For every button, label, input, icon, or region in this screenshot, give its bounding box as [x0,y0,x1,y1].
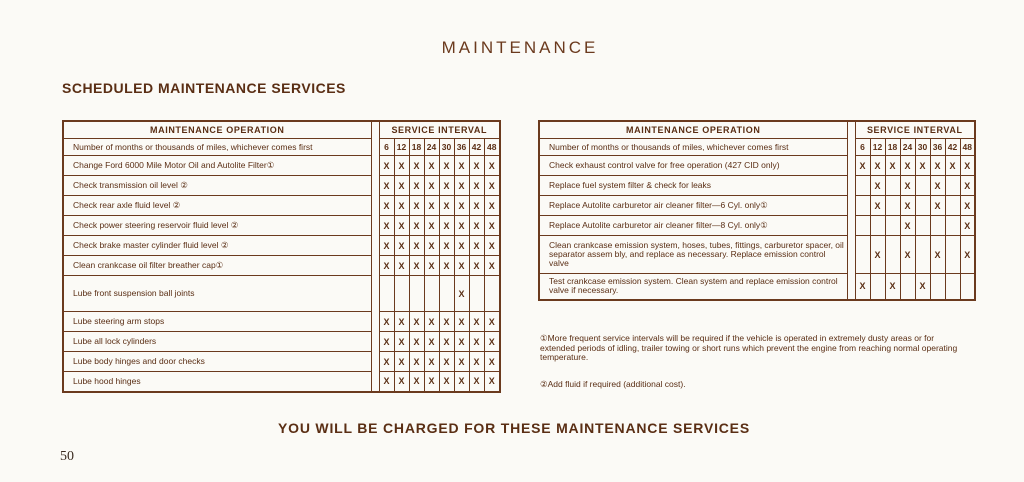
interval-mark: X [379,256,394,276]
interval-mark: X [439,372,454,392]
interval-mark: X [439,256,454,276]
operation-label: Lube front suspension ball joints [63,276,371,312]
interval-mark: X [454,156,469,176]
interval-mark: X [379,372,394,392]
interval-mark: X [454,312,469,332]
interval-value: 30 [439,139,454,156]
interval-mark: X [424,236,439,256]
table-row [63,352,500,372]
interval-value: 30 [915,139,930,156]
interval-mark: X [394,236,409,256]
interval-mark: X [379,216,394,236]
table-row [539,216,975,236]
interval-mark [855,196,870,216]
table-row [63,276,500,312]
interval-mark: X [484,156,500,176]
interval-mark: X [900,176,915,196]
interval-mark: X [409,176,424,196]
operation-label: Replace Autolite carburetor air cleaner filter—8 Cyl. only① [539,216,847,236]
interval-mark [855,176,870,196]
interval-mark: X [454,332,469,352]
interval-mark: X [394,372,409,392]
interval-mark: X [409,332,424,352]
interval-mark: X [930,236,945,274]
interval-mark [915,196,930,216]
interval-value: 48 [960,139,975,156]
interval-mark: X [469,256,484,276]
interval-mark: X [439,332,454,352]
operation-label: Change Ford 6000 Mile Motor Oil and Autolite Filter① [63,156,371,176]
operation-label: Clean crankcase oil filter breather cap① [63,256,371,276]
interval-mark [900,274,915,300]
interval-header: SERVICE INTERVAL [855,121,975,139]
interval-mark: X [870,156,885,176]
interval-mark: X [469,352,484,372]
interval-mark: X [454,196,469,216]
interval-mark [885,236,900,274]
interval-value: 36 [930,139,945,156]
footnote-text: Add fluid if required (additional cost). [547,379,686,389]
table-row [539,176,975,196]
interval-mark [409,276,424,312]
interval-mark: X [885,156,900,176]
section-heading: SCHEDULED MAINTENANCE SERVICES [62,80,346,96]
interval-mark: X [424,216,439,236]
operation-label: Clean crankcase emission system, hoses, tubes, fittings, carburetor spacer, oil separator assem bly, and replace as necessary. Replace emission control valve [539,236,847,274]
interval-mark: X [900,156,915,176]
interval-mark: X [424,196,439,216]
interval-mark: X [484,332,500,352]
interval-mark: X [900,236,915,274]
interval-value: 24 [900,139,915,156]
interval-mark: X [379,236,394,256]
operation-label: Replace fuel system filter & check for leaks [539,176,847,196]
interval-mark [379,276,394,312]
interval-mark: X [885,274,900,300]
interval-mark: X [409,312,424,332]
interval-mark: X [379,176,394,196]
interval-mark: X [469,216,484,236]
interval-value: 6 [855,139,870,156]
interval-mark [870,216,885,236]
interval-value: 12 [394,139,409,156]
interval-mark: X [379,196,394,216]
interval-mark [915,236,930,274]
interval-mark: X [379,352,394,372]
interval-mark: X [484,216,500,236]
interval-mark: X [484,176,500,196]
operation-label: Check exhaust control valve for free operation (427 CID only) [539,156,847,176]
table-row [63,236,500,256]
interval-mark [855,216,870,236]
interval-mark: X [394,176,409,196]
interval-mark: X [409,156,424,176]
interval-label: Number of months or thousands of miles, whichever comes first [539,139,847,156]
interval-mark: X [454,216,469,236]
operation-label: Check transmission oil level ② [63,176,371,196]
interval-mark [930,216,945,236]
interval-mark: X [484,236,500,256]
interval-mark: X [424,372,439,392]
interval-mark: X [424,352,439,372]
interval-mark: X [379,156,394,176]
table-row [539,156,975,176]
interval-mark: X [870,236,885,274]
interval-mark: X [960,236,975,274]
interval-mark: X [484,312,500,332]
interval-mark: X [454,276,469,312]
interval-value: 12 [870,139,885,156]
operation-header: MAINTENANCE OPERATION [63,121,371,139]
page-number: 50 [60,449,74,464]
interval-mark [424,276,439,312]
left-maintenance-table [62,120,501,393]
interval-mark: X [469,196,484,216]
interval-mark [930,274,945,300]
table-row [539,274,975,300]
table-row [539,236,975,274]
interval-mark: X [409,196,424,216]
interval-mark: X [394,332,409,352]
table-row [63,216,500,236]
interval-mark: X [930,176,945,196]
interval-value: 36 [454,139,469,156]
table-row [63,176,500,196]
interval-mark: X [900,196,915,216]
interval-mark: X [469,176,484,196]
interval-mark [870,274,885,300]
interval-mark [855,236,870,274]
interval-mark: X [439,352,454,372]
interval-mark: X [454,352,469,372]
table-row [63,332,500,352]
operation-label: Check rear axle fluid level ② [63,196,371,216]
operation-label: Lube steering arm stops [63,312,371,332]
interval-mark: X [454,236,469,256]
interval-mark: X [424,256,439,276]
interval-mark: X [439,236,454,256]
interval-mark: X [424,332,439,352]
interval-mark: X [454,176,469,196]
interval-mark: X [409,216,424,236]
interval-mark [484,276,500,312]
table-row [63,372,500,392]
interval-mark [439,276,454,312]
interval-mark: X [409,256,424,276]
interval-mark [960,274,975,300]
interval-mark: X [409,352,424,372]
operation-header: MAINTENANCE OPERATION [539,121,847,139]
table-row [63,256,500,276]
interval-mark: X [469,332,484,352]
interval-mark: X [439,156,454,176]
operation-label: Check power steering reservoir fluid level ② [63,216,371,236]
operation-label: Lube hood hinges [63,372,371,392]
interval-mark: X [379,312,394,332]
interval-mark [885,176,900,196]
interval-mark: X [394,312,409,332]
footnote-text: More frequent service intervals will be required if the vehicle is operated in extremely dusty areas or for extended periods of idling, trailer towing or short runs which prevent the engine from reaching normal operating temperature. [540,333,958,362]
interval-mark: X [484,372,500,392]
operation-label: Test crankcase emission system. Clean system and replace emission control valve if necessary. [539,274,847,300]
interval-mark: X [484,352,500,372]
interval-mark: X [930,156,945,176]
interval-mark: X [394,352,409,372]
interval-mark: X [915,274,930,300]
interval-mark: X [439,176,454,196]
operation-label: Check brake master cylinder fluid level ② [63,236,371,256]
interval-mark: X [439,312,454,332]
interval-value: 24 [424,139,439,156]
interval-mark: X [424,312,439,332]
interval-mark [885,216,900,236]
interval-value: 6 [379,139,394,156]
table-row [63,156,500,176]
interval-mark [469,276,484,312]
interval-mark [945,216,960,236]
interval-mark: X [945,156,960,176]
interval-mark: X [424,176,439,196]
interval-mark: X [855,274,870,300]
interval-mark [945,274,960,300]
interval-mark: X [409,372,424,392]
interval-mark [945,196,960,216]
interval-mark: X [439,196,454,216]
interval-mark: X [960,176,975,196]
interval-mark: X [469,236,484,256]
interval-value: 48 [484,139,500,156]
interval-mark: X [930,196,945,216]
interval-value: 42 [469,139,484,156]
operation-label: Lube all lock cylinders [63,332,371,352]
interval-mark: X [454,372,469,392]
interval-mark: X [394,256,409,276]
footnote-2 [540,380,970,390]
interval-mark: X [454,256,469,276]
interval-mark: X [469,156,484,176]
interval-mark: X [915,156,930,176]
interval-mark: X [870,196,885,216]
interval-mark [945,176,960,196]
interval-mark: X [424,156,439,176]
operation-label: Lube body hinges and door checks [63,352,371,372]
footer-heading: YOU WILL BE CHARGED FOR THESE MAINTENANCE SERVICES [278,420,750,436]
interval-mark [394,276,409,312]
interval-mark: X [870,176,885,196]
interval-mark: X [469,372,484,392]
table-row [539,196,975,216]
interval-mark [945,236,960,274]
interval-mark: X [394,216,409,236]
interval-mark: X [960,216,975,236]
table-row [63,312,500,332]
operation-label: Replace Autolite carburetor air cleaner filter—6 Cyl. only① [539,196,847,216]
interval-mark: X [439,216,454,236]
interval-mark: X [855,156,870,176]
interval-value: 18 [885,139,900,156]
interval-value: 42 [945,139,960,156]
interval-value: 18 [409,139,424,156]
interval-label: Number of months or thousands of miles, whichever comes first [63,139,371,156]
interval-mark: X [409,236,424,256]
interval-header: SERVICE INTERVAL [379,121,500,139]
right-maintenance-table [538,120,976,301]
interval-mark [915,216,930,236]
interval-mark: X [469,312,484,332]
page-title: MAINTENANCE [441,38,599,57]
footnote-marker: ② [540,379,548,389]
interval-mark: X [484,256,500,276]
interval-mark [885,196,900,216]
interval-mark: X [484,196,500,216]
footnote-marker: ① [540,333,548,343]
interval-mark: X [379,332,394,352]
interval-mark: X [960,196,975,216]
interval-mark: X [394,156,409,176]
footnote-1 [540,334,970,363]
interval-mark [915,176,930,196]
interval-mark: X [960,156,975,176]
interval-mark: X [394,196,409,216]
interval-mark: X [900,216,915,236]
table-row [63,196,500,216]
